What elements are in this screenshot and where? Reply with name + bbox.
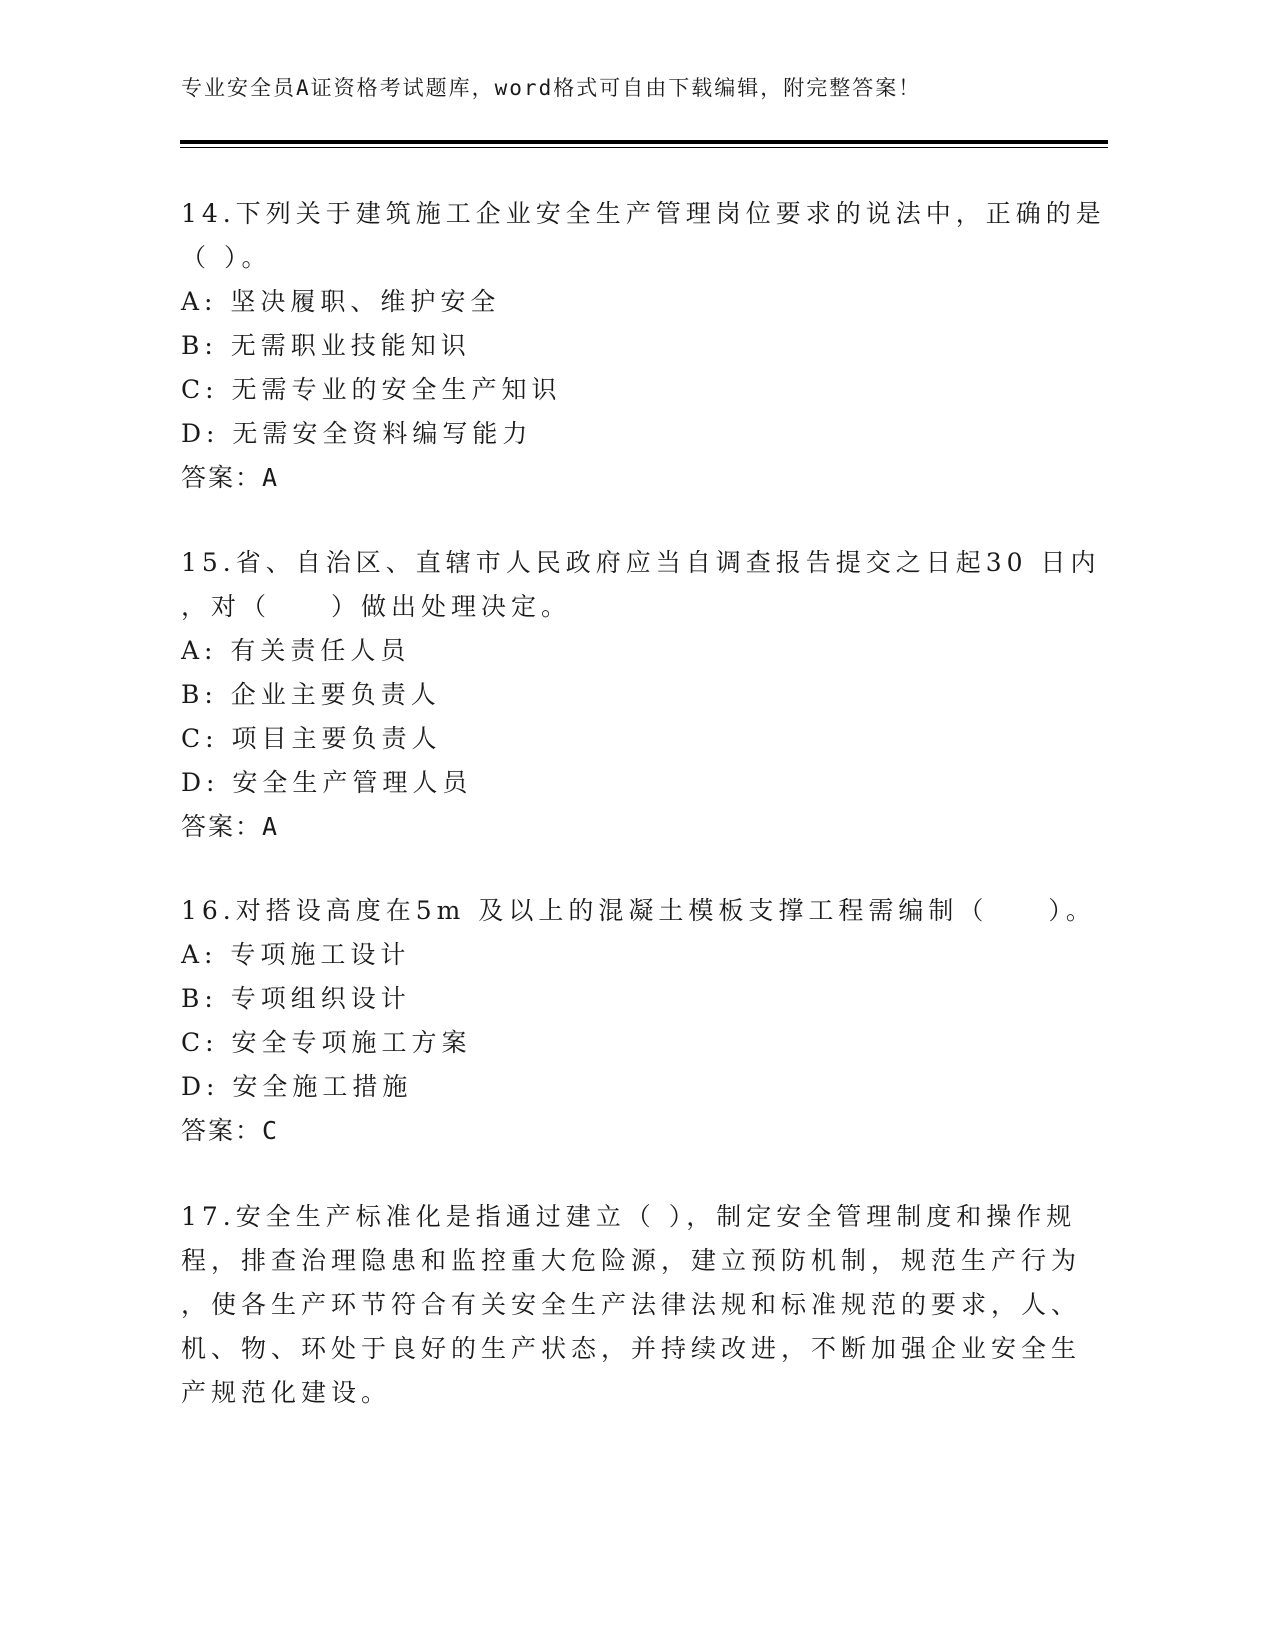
question-stem-line: 产规范化建设。: [181, 1378, 392, 1407]
question-stem-line: 17.安全生产标准化是指通过建立（ ），制定安全管理制度和操作规: [181, 1202, 1077, 1231]
question-16: [181, 889, 1096, 1153]
header-rule-thin: [180, 147, 1108, 148]
page-header: 专业安全员A证资格考试题库，word格式可自由下载编辑，附完整答案！: [181, 76, 922, 100]
answer-line: [181, 1109, 1061, 1153]
option-b: B: 专项组织设计: [181, 984, 411, 1013]
question-stem-line: 机、物、环处于良好的生产状态，并持续改进，不断加强企业安全生: [181, 1334, 1082, 1363]
option-d: D: 安全施工措施: [181, 1072, 413, 1101]
answer-line: [181, 805, 1061, 849]
answer-line: [181, 456, 1061, 500]
question-stem-line: ，对（ ）做出处理决定。: [181, 592, 572, 621]
option-a: A: 坚决履职、维护安全: [181, 287, 501, 316]
option-d: D: 安全生产管理人员: [181, 768, 473, 797]
option-c: C: 安全专项施工方案: [181, 1028, 472, 1057]
header-rule-thick: [180, 140, 1108, 144]
question-17: [181, 1195, 1082, 1415]
question-15: [181, 541, 1101, 849]
question-stem-line: 程，排查治理隐患和监控重大危险源，建立预防机制，规范生产行为: [181, 1246, 1082, 1275]
answer-label: 答案：: [181, 812, 263, 841]
option-b: B: 企业主要负责人: [181, 680, 441, 709]
option-a: A: 专项施工设计: [181, 940, 411, 969]
question-stem-line: 15.省、自治区、直辖市人民政府应当自调查报告提交之日起30 日内: [181, 548, 1101, 577]
question-stem-line: ，使各生产环节符合有关安全生产法律法规和标准规范的要求，人、: [181, 1290, 1082, 1319]
option-c: C: 项目主要负责人: [181, 724, 442, 753]
question-stem-line: 16.对搭设高度在5m 及以上的混凝土模板支撑工程需编制（ ）。: [181, 896, 1096, 925]
option-d: D: 无需安全资料编写能力: [181, 419, 533, 448]
question-14: [181, 192, 1106, 500]
question-stem-line: （ ）。: [181, 243, 272, 272]
option-c: C: 无需专业的安全生产知识: [181, 375, 562, 404]
answer-value: C: [262, 1116, 280, 1145]
question-stem-line: 14.下列关于建筑施工企业安全生产管理岗位要求的说法中，正确的是: [181, 199, 1106, 228]
answer-label: 答案：: [181, 463, 263, 492]
answer-value: A: [262, 463, 280, 492]
answer-value: A: [262, 812, 280, 841]
option-a: A: 有关责任人员: [181, 636, 411, 665]
answer-label: 答案：: [181, 1116, 263, 1145]
option-b: B: 无需职业技能知识: [181, 331, 471, 360]
